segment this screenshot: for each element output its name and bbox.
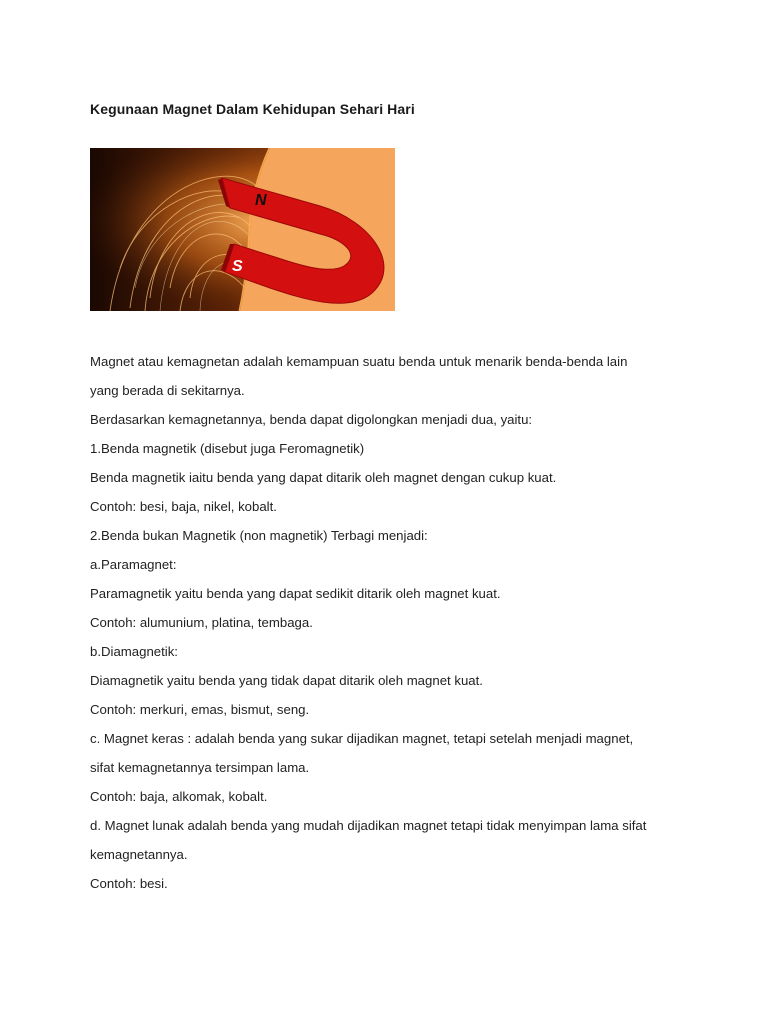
paragraph-line: sifat kemagnetannya tersimpan lama. bbox=[90, 760, 310, 775]
paragraph-line: c. Magnet keras : adalah benda yang sukar dijadikan magnet, tetapi setelah menjadi magnet, bbox=[90, 731, 634, 746]
paragraph-line: Magnet atau kemagnetan adalah kemampuan suatu benda untuk menarik benda-benda lain bbox=[90, 354, 628, 369]
paragraph-line: b.Diamagnetik: bbox=[90, 644, 178, 659]
paragraph-line: kemagnetannya. bbox=[90, 847, 188, 862]
paragraph-line: Contoh: merkuri, emas, bismut, seng. bbox=[90, 702, 310, 717]
pole-s-label: S bbox=[232, 258, 243, 275]
paragraph-line: Diamagnetik yaitu benda yang tidak dapat ditarik oleh magnet kuat. bbox=[90, 673, 483, 688]
paragraph-line: Contoh: besi. bbox=[90, 876, 168, 891]
paragraph-line: Paramagnetik yaitu benda yang dapat sedikit ditarik oleh magnet kuat. bbox=[90, 586, 501, 601]
paragraph-line: Contoh: besi, baja, nikel, kobalt. bbox=[90, 499, 277, 514]
pole-n-label: N bbox=[255, 192, 267, 209]
document-title: Kegunaan Magnet Dalam Kehidupan Sehari Hari bbox=[90, 101, 415, 117]
paragraph-line: 2.Benda bukan Magnetik (non magnetik) Terbagi menjadi: bbox=[90, 528, 428, 543]
paragraph-line: Berdasarkan kemagnetannya, benda dapat digolongkan menjadi dua, yaitu: bbox=[90, 412, 533, 427]
paragraph-line: Contoh: baja, alkomak, kobalt. bbox=[90, 789, 268, 804]
paragraph-line: Benda magnetik iaitu benda yang dapat ditarik oleh magnet dengan cukup kuat. bbox=[90, 470, 557, 485]
magnet-image bbox=[90, 148, 395, 311]
paragraph-line: 1.Benda magnetik (disebut juga Feromagnetik) bbox=[90, 441, 365, 456]
paragraph-line: a.Paramagnet: bbox=[90, 557, 177, 572]
paragraph-line: d. Magnet lunak adalah benda yang mudah dijadikan magnet tetapi tidak menyimpan lama sifat bbox=[90, 818, 647, 833]
document-body bbox=[90, 347, 690, 898]
paragraph-line: Contoh: alumunium, platina, tembaga. bbox=[90, 615, 313, 630]
paragraph-line: yang berada di sekitarnya. bbox=[90, 383, 245, 398]
